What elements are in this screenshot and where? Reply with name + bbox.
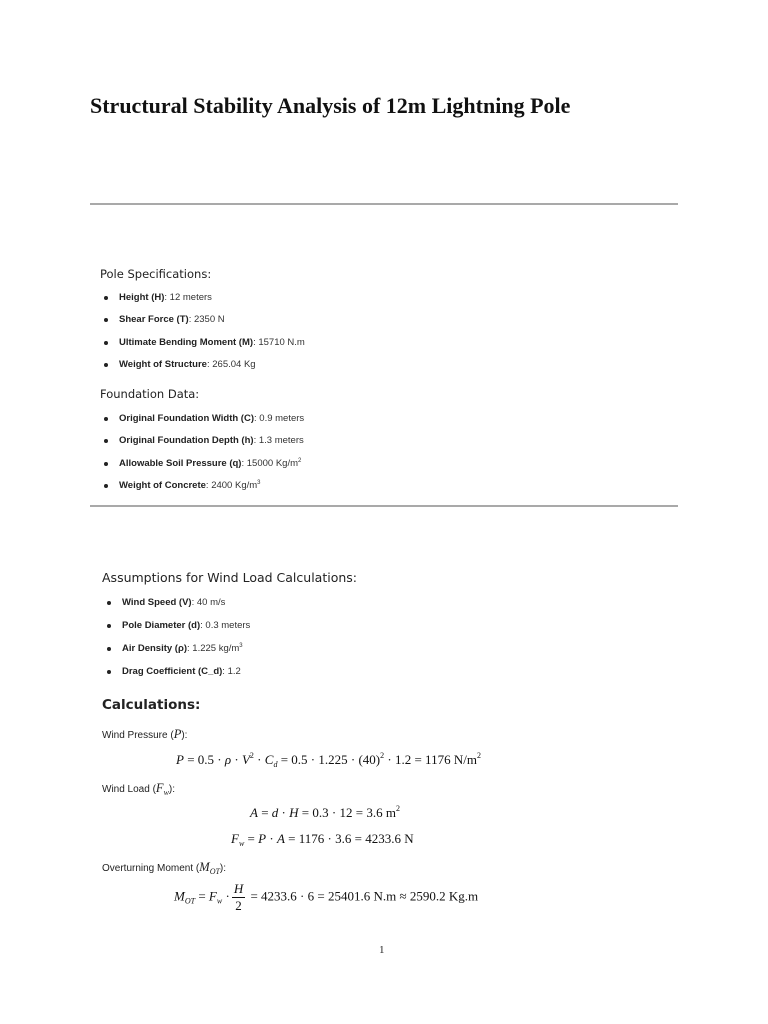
item-value: 15000 Kg/m — [246, 457, 298, 469]
list-item: Pole Diameter (d): 0.3 meters — [103, 620, 250, 643]
superscript: 3 — [239, 643, 243, 649]
document-title: Structural Stability Analysis of 12m Lightning Pole — [90, 93, 571, 118]
item-value: 12 meters — [169, 292, 212, 303]
item-label: Drag Coefficient (C_d) — [122, 666, 223, 677]
foundation-list — [100, 413, 304, 502]
item-label: Weight of Concrete — [119, 479, 206, 491]
list-item: Original Foundation Depth (h): 1.3 meters — [100, 435, 304, 457]
pole-specs-heading: Pole Specifications: — [100, 267, 212, 281]
list-item: Wind Speed (V): 40 m/s — [103, 597, 250, 620]
item-label: Ultimate Bending Moment (M) — [119, 336, 254, 348]
item-value: 15710 N.m — [258, 336, 305, 348]
area-equation: A = d · H = 0.3 · 12 = 3.6 $m^2$ — [250, 804, 400, 820]
item-value: 0.3 meters — [205, 620, 251, 631]
item-value: 1.225 kg/m — [192, 643, 240, 654]
item-label: Pole Diameter (d) — [122, 620, 201, 631]
foundation-heading: Foundation Data: — [100, 387, 200, 401]
item-label: Shear Force (T) — [119, 314, 189, 326]
list-item: Air Density (ρ): 1.225 $kg/m^3$ — [103, 643, 250, 666]
list-item: Allowable Soil Pressure (q): 15000 $Kg/m^2$ — [100, 458, 304, 480]
item-label: Allowable Soil Pressure (q) — [119, 457, 242, 469]
item-value: 1.2 — [227, 666, 241, 677]
page-number: 1 — [379, 944, 385, 956]
wind-pressure-equation: $P = 0.5 \cdot \rho \cdot V^2 \cdot C_d = 0.5 \cdot 1.225 \cdot (40)^2 \cdot 1.2 = 1176$ $N/m^2$ — [176, 751, 481, 769]
overturning-moment-equation: $M_{OT} = F_w$ · $\frac{H}{2}$ = 4233.6 · 6 = 25401.6 N.m ≈ 2590.2 Kg.m — [174, 881, 479, 913]
item-value: 2350 N — [193, 314, 225, 326]
divider — [90, 505, 678, 507]
superscript: 3 — [257, 479, 261, 486]
item-label: Air Density (ρ) — [122, 643, 187, 654]
wind-pressure-label: Wind Pressure (P): — [102, 727, 188, 741]
item-label: Wind Speed (V) — [122, 597, 192, 608]
item-label: Height (H) — [119, 292, 165, 303]
wind-load-equation: $F_w = P \cdot A = 1176 \cdot 3.6 = 4233.6$ N — [231, 831, 414, 848]
item-label: Original Foundation Depth (h) — [119, 435, 254, 447]
superscript: 2 — [298, 457, 302, 464]
list-item: Drag Coefficient (C_d): 1.2 — [103, 666, 250, 689]
wind-load-label: Wind Load $(F_w)$: — [102, 781, 176, 797]
list-item: Ultimate Bending Moment (M): 15710 N.m — [100, 337, 305, 359]
divider — [90, 203, 678, 205]
fraction: $\frac{H}{2}$ — [233, 881, 244, 913]
calculations-heading: Calculations: — [102, 697, 201, 713]
item-value: 265.04 Kg — [212, 358, 256, 370]
item-label: Weight of Structure — [119, 358, 207, 370]
list-item: Height (H): 12 meters — [100, 292, 305, 314]
assumptions-heading: Assumptions for Wind Load Calculations: — [102, 570, 358, 585]
item-value: 0.9 meters — [259, 413, 305, 424]
list-item: Weight of Structure: 265.04 Kg — [100, 359, 305, 381]
item-value: 40 m/s — [196, 597, 226, 608]
item-value: 2400 Kg/m — [211, 479, 258, 491]
overturning-moment-label: Overturning Moment $(M_{OT})$: — [102, 860, 227, 876]
list-item: Shear Force (T): 2350 N — [100, 314, 305, 336]
list-item: Original Foundation Width (C): 0.9 meters — [100, 413, 304, 435]
item-label: Original Foundation Width (C) — [119, 413, 254, 424]
pole-specs-list — [100, 292, 305, 381]
list-item: Weight of Concrete: 2400 $Kg/m^3$ — [100, 480, 304, 502]
assumptions-list — [103, 597, 250, 689]
item-value: 1.3 meters — [258, 435, 304, 447]
